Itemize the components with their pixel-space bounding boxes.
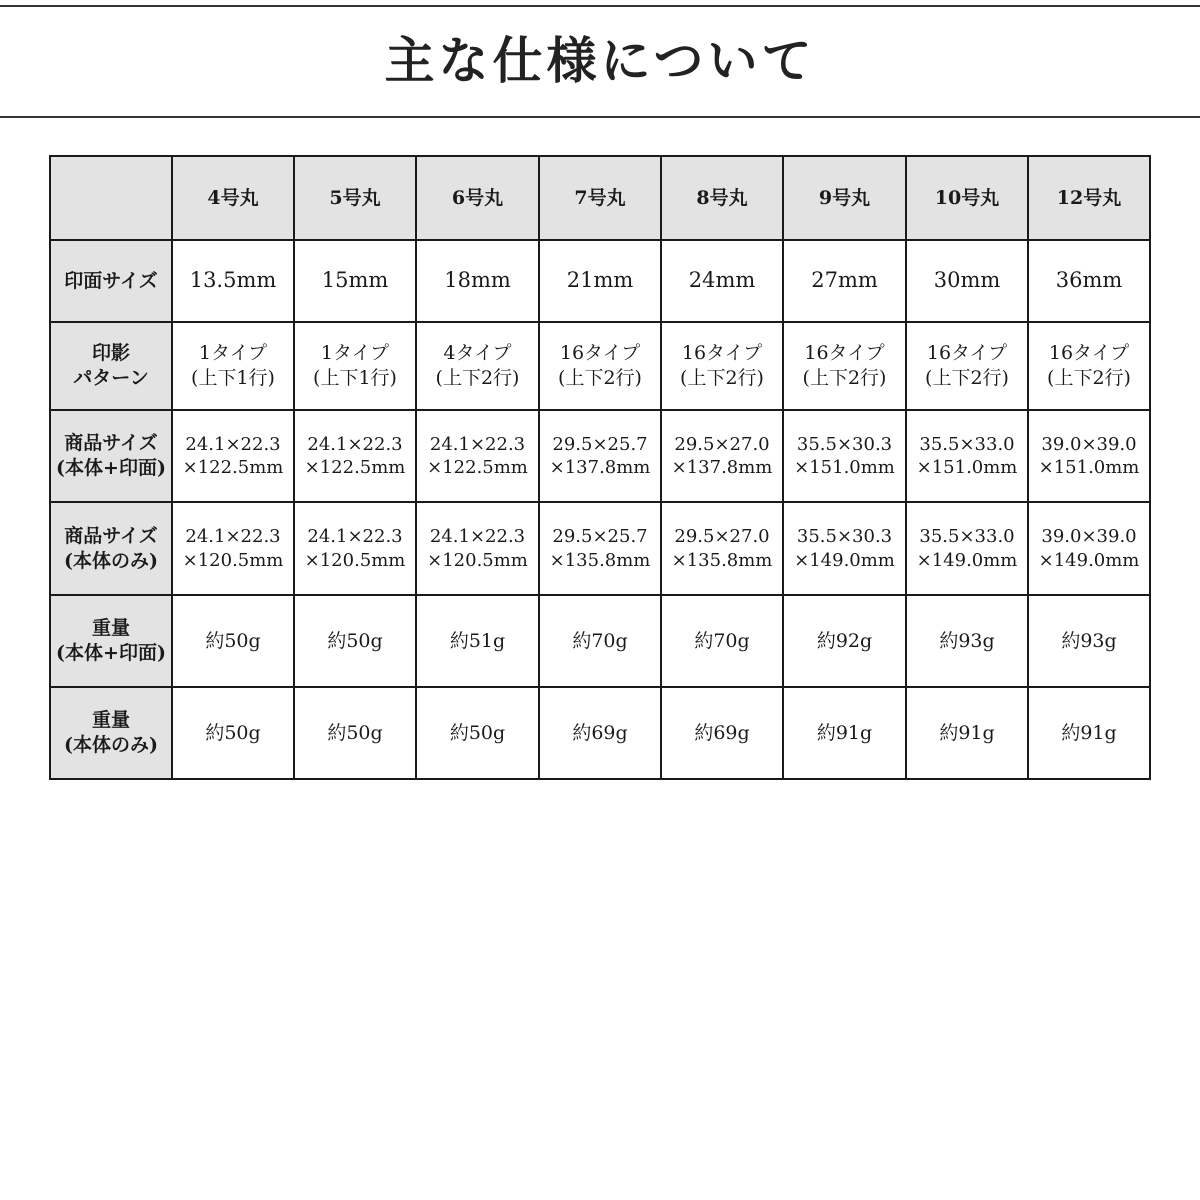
- cell-line: 約69g: [572, 721, 628, 744]
- cell-line: 29.5×27.0: [674, 433, 770, 455]
- table-cell: [539, 687, 661, 779]
- top-divider: [0, 5, 1200, 7]
- table-cell: [906, 595, 1028, 687]
- table-cell: [783, 322, 906, 410]
- table-cell: [783, 410, 906, 502]
- cell-line: 1タイプ: [198, 342, 268, 365]
- table-cell: [783, 502, 906, 595]
- table-cell: [294, 410, 416, 502]
- cell-line: 約93g: [1061, 629, 1117, 652]
- cell-line: 16タイプ: [681, 342, 763, 365]
- cell-line: ×122.5mm: [182, 457, 284, 478]
- table-cell: [294, 240, 416, 322]
- cell-line: 約50g: [327, 721, 383, 744]
- table-cell: [661, 410, 783, 502]
- column-header: 9号丸: [783, 156, 906, 240]
- table-cell: [416, 322, 539, 410]
- cell-line: 約93g: [939, 629, 995, 652]
- table-cell: [172, 410, 294, 502]
- cell-line: 16タイプ: [926, 342, 1008, 365]
- table-cell: [661, 240, 783, 322]
- cell-line: 約50g: [205, 629, 261, 652]
- cell-line: 39.0×39.0: [1041, 433, 1137, 455]
- cell-line: ×149.0mm: [916, 549, 1018, 571]
- row-header-line: 印影: [91, 342, 130, 365]
- table-header-row: [50, 156, 1150, 240]
- cell-line: ×120.5mm: [304, 549, 406, 571]
- table-cell: [783, 595, 906, 687]
- column-header: 12号丸: [1028, 156, 1150, 240]
- cell-line: (上下2行): [802, 367, 887, 389]
- cell-line: 約51g: [449, 629, 506, 652]
- table-cell: [539, 595, 661, 687]
- table-cell: [1028, 322, 1150, 410]
- cell-line: 15mm: [321, 268, 389, 293]
- cell-line: 約91g: [939, 721, 995, 744]
- cell-line: 21mm: [566, 268, 634, 293]
- cell-line: 約69g: [694, 721, 750, 744]
- cell-line: 4タイプ: [443, 342, 512, 365]
- cell-line: 約50g: [449, 721, 506, 744]
- table-cell: [906, 240, 1028, 322]
- cell-line: (上下1行): [191, 367, 275, 389]
- row-header: [50, 240, 172, 322]
- cell-line: (上下2行): [680, 367, 764, 389]
- table-cell: [1028, 687, 1150, 779]
- cell-line: 35.5×33.0: [919, 526, 1015, 548]
- row-header-line: 重量: [91, 709, 130, 732]
- row-header-line: (本体のみ): [64, 734, 158, 756]
- table-cell: [1028, 240, 1150, 322]
- cell-line: 35.5×30.3: [796, 526, 893, 548]
- row-header: [50, 322, 172, 410]
- cell-line: 1タイプ: [320, 342, 390, 365]
- table-cell: [906, 322, 1028, 410]
- cell-line: (上下2行): [1047, 367, 1131, 389]
- table-cell: [172, 240, 294, 322]
- table-cell: [416, 687, 539, 779]
- table-cell: [661, 595, 783, 687]
- row-header: [50, 687, 172, 779]
- cell-line: 16タイプ: [1048, 342, 1130, 365]
- cell-line: (上下1行): [313, 367, 397, 389]
- cell-line: ×149.0mm: [1038, 549, 1140, 571]
- table-cell: [172, 687, 294, 779]
- table-cell: [906, 687, 1028, 779]
- spec-table: [49, 155, 1151, 780]
- row-header-line: 印面サイズ: [64, 269, 158, 292]
- table-cell: [539, 410, 661, 502]
- row-header-line: パターン: [73, 367, 149, 389]
- cell-line: ×120.5mm: [427, 549, 528, 571]
- cell-line: ×151.0mm: [1038, 457, 1140, 478]
- cell-line: (上下2行): [435, 367, 520, 389]
- cell-line: 約70g: [572, 629, 628, 652]
- table-cell: [1028, 502, 1150, 595]
- cell-line: ×122.5mm: [427, 457, 528, 478]
- row-header-line: 重量: [91, 617, 130, 640]
- row-header-line: 商品サイズ: [64, 524, 158, 547]
- cell-line: 約91g: [1061, 721, 1117, 744]
- cell-line: 約50g: [205, 721, 261, 744]
- cell-line: 35.5×30.3: [796, 433, 893, 455]
- cell-line: 29.5×25.7: [552, 433, 648, 455]
- cell-line: 24.1×22.3: [185, 433, 281, 455]
- table-cell: [783, 240, 906, 322]
- table-cell: [416, 595, 539, 687]
- table-cell: [172, 595, 294, 687]
- cell-line: 約92g: [816, 629, 873, 652]
- cell-line: 約50g: [327, 629, 383, 652]
- table-cell: [539, 322, 661, 410]
- cell-line: 24.1×22.3: [307, 433, 403, 455]
- row-header: [50, 410, 172, 502]
- row-header: [50, 502, 172, 595]
- row-header-line: (本体+印面): [56, 642, 166, 664]
- cell-line: 39.0×39.0: [1041, 526, 1137, 548]
- table-row: [50, 687, 1150, 779]
- column-header: 4号丸: [172, 156, 294, 240]
- cell-line: 16タイプ: [804, 342, 885, 365]
- column-header: 10号丸: [906, 156, 1028, 240]
- row-header-line: 商品サイズ: [64, 432, 158, 455]
- table-row: [50, 502, 1150, 595]
- title-divider: [0, 116, 1200, 118]
- table-cell: [416, 410, 539, 502]
- cell-line: (上下2行): [558, 367, 642, 389]
- table-cell: [416, 502, 539, 595]
- cell-line: 18mm: [444, 268, 511, 293]
- column-header: 7号丸: [539, 156, 661, 240]
- cell-line: ×122.5mm: [304, 457, 406, 478]
- table-cell: [294, 687, 416, 779]
- cell-line: 約70g: [694, 629, 750, 652]
- column-header: 5号丸: [294, 156, 416, 240]
- table-cell: [294, 322, 416, 410]
- table-cell: [294, 595, 416, 687]
- table-cell: [906, 410, 1028, 502]
- cell-line: 13.5mm: [189, 268, 277, 293]
- cell-line: 36mm: [1055, 268, 1123, 293]
- table-row: [50, 322, 1150, 410]
- cell-line: 約91g: [816, 721, 873, 744]
- cell-line: ×135.8mm: [549, 549, 651, 571]
- cell-line: 35.5×33.0: [919, 433, 1015, 455]
- cell-line: 27mm: [811, 268, 878, 293]
- table-cell: [783, 687, 906, 779]
- cell-line: 24mm: [688, 268, 756, 293]
- table-cell: [416, 240, 539, 322]
- table-cell: [294, 502, 416, 595]
- cell-line: ×151.0mm: [794, 457, 895, 478]
- cell-line: (上下2行): [925, 367, 1009, 389]
- cell-line: ×120.5mm: [182, 549, 284, 571]
- cell-line: 24.1×22.3: [185, 526, 281, 548]
- page-title: 主な仕様について: [384, 31, 816, 90]
- table-cell: [661, 687, 783, 779]
- row-header-line: (本体+印面): [56, 457, 166, 479]
- table-row: [50, 240, 1150, 322]
- table-cell: [906, 502, 1028, 595]
- table-cell: [661, 502, 783, 595]
- cell-line: ×151.0mm: [916, 457, 1018, 478]
- table-corner-cell: [50, 156, 172, 240]
- cell-line: ×137.8mm: [671, 457, 773, 478]
- cell-line: 29.5×25.7: [552, 526, 648, 548]
- column-header: 6号丸: [416, 156, 539, 240]
- table-cell: [172, 322, 294, 410]
- table-cell: [1028, 595, 1150, 687]
- row-header-line: (本体のみ): [64, 549, 158, 572]
- column-header: 8号丸: [661, 156, 783, 240]
- table-cell: [539, 502, 661, 595]
- cell-line: ×137.8mm: [549, 457, 651, 478]
- row-header: [50, 595, 172, 687]
- cell-line: 29.5×27.0: [674, 526, 770, 548]
- cell-line: 16タイプ: [559, 342, 641, 365]
- cell-line: 24.1×22.3: [429, 526, 526, 548]
- table-cell: [1028, 410, 1150, 502]
- table-row: [50, 595, 1150, 687]
- table-cell: [661, 322, 783, 410]
- cell-line: ×149.0mm: [794, 549, 895, 571]
- table-cell: [172, 502, 294, 595]
- cell-line: 24.1×22.3: [429, 433, 526, 455]
- table-cell: [539, 240, 661, 322]
- cell-line: ×135.8mm: [671, 549, 773, 571]
- cell-line: 24.1×22.3: [307, 526, 403, 548]
- table-row: [50, 410, 1150, 502]
- cell-line: 30mm: [933, 268, 1001, 293]
